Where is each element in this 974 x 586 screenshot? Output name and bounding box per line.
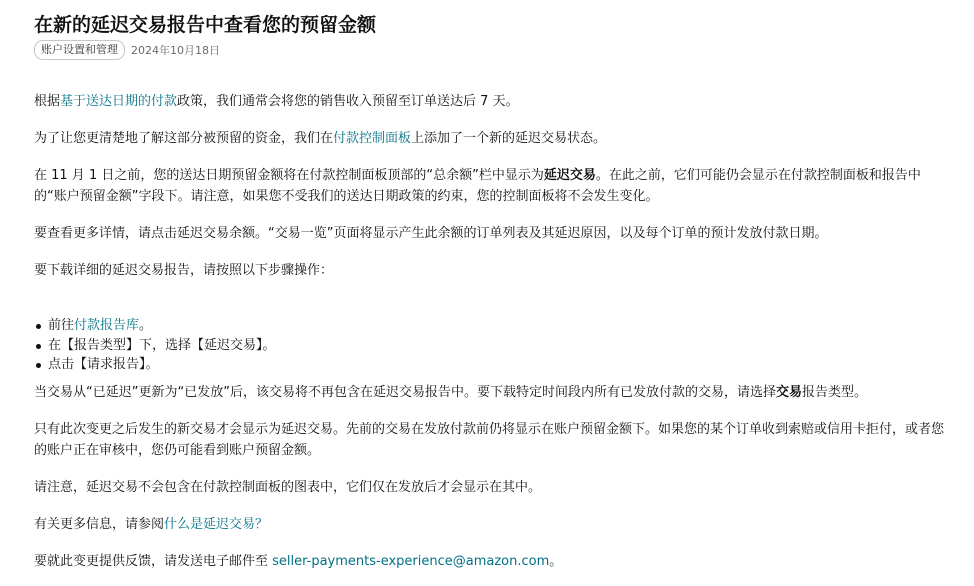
paragraph-feedback [34,551,952,572]
what-is-deferred-transactions-link[interactable]: 什么是延迟交易？ [164,516,269,532]
paragraph-text: 为了让您更清楚地了解这部分被预留的资金，我们在 [34,131,334,146]
paragraph-text: 根据 [34,94,61,109]
feedback-email-link[interactable]: seller-payments-experience@amazon.com [272,553,550,569]
paragraph-text: 在 11 月 1 日之前，您的送达日期预留金额将在付款控制面板顶部的“总余额”栏中显示为 [34,168,544,183]
category-tag[interactable]: 账户设置和管理 [34,40,125,60]
delivery-date-payment-link[interactable]: 基于送达日期的付款 [60,94,178,109]
paragraph-text: 报告类型。 [801,384,867,400]
payment-dashboard-link[interactable]: 付款控制面板 [333,131,412,146]
paragraph-chart-note: 请注意，延迟交易不会包含在付款控制面板的图表中，它们仅在发放后才会显示在其中。 [34,479,542,495]
transaction-report-type-bold: 交易 [775,384,802,400]
payment-report-repository-link[interactable]: 付款报告库 [74,318,140,333]
paragraph-text: 上添加了一个新的延迟交易状态。 [411,131,607,146]
list-item: 点击【请求报告】。 [48,355,952,375]
list-item [48,316,952,336]
paragraph-text: 要就此变更提供反馈，请发送电子邮件至 [34,553,273,569]
paragraph-new-transactions-only: 只有此次变更之后发生的新交易才会显示为延迟交易。先前的交易在发放付款前仍将显示在账户预留金额下。如果您的某个订单收到索赔或信用卡拒付，或者您的账户正在审核中，您仍可能看到账户预留金额。 [34,421,945,458]
list-item: 在【报告类型】下，选择【延迟交易】。 [48,336,952,356]
paragraph-released-transactions [34,382,952,403]
paragraph-view-details: 要查看更多详情，请点击延迟交易余额。“交易一览”页面将显示产生此余额的订单列表及其延迟原因，以及每个订单的预计发放付款日期。 [34,226,828,241]
download-steps-list [34,316,952,375]
paragraph-text: 。在此之前，它们可能仍会显示在付款控制面板和报告中的“账户预留金额”字段下。请注意，如果您不受我们的送达日期政策的约束，您的控制面板将不会发生变化。 [34,168,921,204]
paragraph-more-info [34,514,952,535]
article-meta [34,40,952,60]
paragraph-download-intro: 要下载详细的延迟交易报告，请按照以下步骤操作： [34,263,334,278]
publish-date: 2024年10月18日 [131,44,220,57]
paragraph-text: 有关更多信息，请参阅 [34,516,165,532]
paragraph-nov-1-change [34,165,952,207]
deferred-transactions-bold: 延迟交易 [543,168,596,183]
page-title: 在新的延迟交易报告中查看您的预留金额 [34,14,377,36]
paragraph-text: 当交易从“已延迟”更新为“已发放”后，该交易将不再包含在延迟交易报告中。要下载特定时间段内所有已发放付款的交易，请选择 [34,384,776,400]
step-text: 前往 [48,318,75,333]
paragraph-new-status [34,128,952,149]
step-text: 。 [139,318,153,333]
paragraph-text: 政策，我们通常会将您的销售收入预留至订单送达后 7 天。 [177,94,519,109]
paragraph-payment-policy [34,91,952,112]
paragraph-text: 。 [549,553,563,569]
